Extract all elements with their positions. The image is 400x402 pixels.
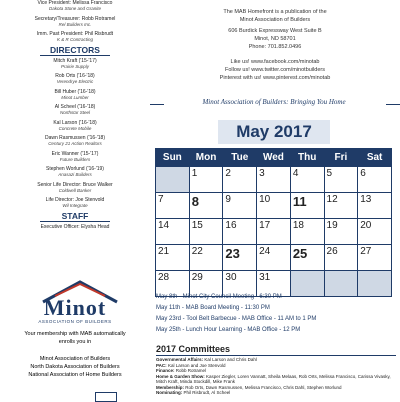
- calendar-day-cell: 9: [223, 193, 257, 219]
- banner-rule-right: [386, 104, 400, 105]
- senior-life-company: Coldwell Banker: [58, 187, 92, 193]
- banner: [150, 98, 400, 110]
- board-member: Vice President: Melissa Francisco: [37, 0, 113, 6]
- director: Rob Orts ('16-'18): [55, 73, 95, 79]
- staff-rule: [40, 221, 110, 222]
- twitter-link[interactable]: Follow us! www.twitter.com/minotbuilders: [225, 67, 325, 73]
- nahb-badge-icon: [95, 392, 117, 402]
- director-company: Future Builders: [59, 156, 91, 162]
- calendar-week: [156, 193, 392, 219]
- association-item: North Dakota Association of Builders: [30, 364, 120, 370]
- calendar-week: [156, 245, 392, 271]
- calendar-grid: [155, 148, 392, 297]
- calendar-day-cell: 12: [324, 193, 358, 219]
- calendar-day-cell: 27: [358, 245, 392, 271]
- director-company: Prairie Supply: [60, 63, 89, 69]
- calendar-day-cell: 20: [358, 219, 392, 245]
- calendar-day-cell: 13: [358, 193, 392, 219]
- board-member: Imm. Past President: Phil Risbrudt: [36, 31, 114, 37]
- logo-name: Minot: [43, 295, 107, 320]
- event-item: May 8th - Minot City Council Meeting - 6:30 PM: [156, 294, 282, 300]
- director: Kal Larson ('16-'18): [53, 119, 97, 126]
- event-item: May 23rd - Tool Belt Barbecue - MAB Office - 11 AM to 1 PM: [156, 316, 317, 322]
- director-company: Minot Lumber: [61, 94, 89, 100]
- director: Dawn Rasmussen ('16-'18): [45, 135, 105, 141]
- directors-rule: [40, 55, 110, 56]
- publication-line: Minot Association of Builders: [239, 17, 311, 23]
- event-item: May 25th - Lunch Hour Learning - MAB Office - 12 PM: [156, 327, 301, 333]
- staff-heading: STAFF: [61, 210, 89, 221]
- calendar-day-cell: 19: [324, 219, 358, 245]
- calendar-day-header: Wed: [257, 149, 291, 167]
- calendar-day-cell: 10: [257, 193, 291, 219]
- phone-line: Phone: 701.852.0496: [248, 44, 302, 50]
- calendar-day-cell: 25: [290, 245, 324, 271]
- director-company: Concrete Mobile: [58, 125, 92, 131]
- committees-rule: [156, 355, 396, 356]
- main-content: [150, 0, 400, 400]
- banner-rule-left: [150, 104, 164, 105]
- facebook-link[interactable]: Like us! www.facebook.com/minotab: [230, 59, 320, 65]
- calendar-day-cell: 11: [290, 193, 324, 219]
- calendar-day-cell: 22: [189, 245, 223, 271]
- life-director-company: Wil Integrate: [62, 203, 88, 208]
- executive-officer: Executive Officer: Elysha Head: [40, 223, 110, 230]
- committee-label: PAC:: [156, 362, 167, 368]
- calendar-day-cell: 30: [223, 271, 257, 297]
- calendar-day-header: Fri: [324, 149, 358, 167]
- calendar-week: [156, 219, 392, 245]
- director: Mitch Kraft ('15-'17): [53, 57, 97, 64]
- calendar-day-cell: 18: [290, 219, 324, 245]
- calendar-day-cell: 16: [223, 219, 257, 245]
- committee-label: Finance:: [156, 368, 175, 373]
- committee-label: Home & Garden Show:: [156, 373, 205, 379]
- banner-text: Minot Association of Builders: Bringing You Home: [202, 98, 346, 106]
- calendar-day-cell: 15: [189, 219, 223, 245]
- calendar-day-cell: 31: [257, 271, 291, 297]
- director: Al Scheel ('16-'18): [54, 104, 96, 110]
- calendar-day-header: Tue: [223, 149, 257, 167]
- calendar-day-cell: 7: [156, 193, 190, 219]
- director: Bill Huber ('16-'18): [54, 88, 96, 95]
- senior-life-director: Senior Life Director: Bruce Walker: [37, 181, 113, 188]
- board-member-company: Dakota Stone and Granite: [48, 6, 102, 11]
- calendar-day-cell: 2: [223, 167, 257, 193]
- calendar-week: [156, 167, 392, 193]
- committee-members: Rob Orts, Dawn Rasmussen, Melissa Francisco, Chris Dahl, Stephen Worlund: [185, 384, 342, 390]
- calendar-day-header: Mon: [189, 149, 223, 167]
- life-director: Life Director: Joe Stenvold: [45, 197, 105, 203]
- publication-info: [150, 0, 400, 51]
- calendar-day-cell: 8: [189, 193, 223, 219]
- event-item: May 11th - MAB Board Meeting - 11:30 PM: [156, 305, 270, 311]
- association-item: National Association of Home Builders: [28, 372, 122, 378]
- committee-label: Nominating:: [156, 390, 183, 395]
- address-line: 606 Burdick Expressway West Suite B: [228, 28, 322, 34]
- committees-list: [156, 357, 396, 396]
- director-company: Verendrye Electric: [56, 79, 94, 84]
- committee-members: Phil Risbrudt, Al Scheel: [183, 390, 231, 395]
- calendar-day-header: Thu: [290, 149, 324, 167]
- membership-text: Your membership with MAB automatically enrolls you in: [24, 331, 126, 345]
- calendar-day-cell: 14: [156, 219, 190, 245]
- directors-list: [0, 58, 150, 178]
- committee-item: [156, 390, 396, 396]
- committee-members: Kal Larson and Joe Stenvold: [167, 362, 226, 368]
- director: Eric Wanner ('15-'17): [51, 150, 99, 157]
- calendar-day-cell: 6: [358, 167, 392, 193]
- committee-label: Governmental Affairs:: [156, 357, 204, 362]
- pinterest-link[interactable]: Pinterest with us! www.pinterest.com/minotab: [219, 75, 331, 81]
- committee-members: Kal Larson and Chris Dahl: [204, 357, 257, 362]
- committees-heading: 2017 Committees: [156, 344, 231, 354]
- logo-subtitle: ASSOCIATION OF BUILDERS: [38, 319, 112, 324]
- calendar-day-cell: 4: [290, 167, 324, 193]
- address-line: Minot, ND 58701: [254, 36, 296, 42]
- calendar-day-header: Sun: [156, 149, 190, 167]
- calendar-day-cell: 1: [189, 167, 223, 193]
- board-member-company: K & R Contracting: [56, 37, 93, 42]
- board-member: Secretary/Treasurer: Robb Rotramel: [34, 15, 116, 22]
- board-member-company: Rel Builders Inc.: [58, 21, 92, 27]
- events-list: [156, 292, 396, 336]
- director-company: Northstar Steel: [59, 110, 90, 115]
- calendar-day-cell: 26: [324, 245, 358, 271]
- calendar-day-cell: 3: [257, 167, 291, 193]
- calendar-day-cell: 28: [156, 271, 190, 297]
- calendar-day-cell: 17: [257, 219, 291, 245]
- calendar-day-cell: 21: [156, 245, 190, 271]
- committee-members: Kasper Ziegler, Loren Vannatt, Sheila Melaas, Rob Orts, Melissa Francisco, Carissa Vivasky, Mitch Kraft, Minda Stockdill, Mike Frank: [156, 373, 391, 384]
- calendar-title: May 2017: [218, 120, 330, 144]
- social-links: [150, 58, 400, 82]
- association-item: Minot Association of Builders: [39, 356, 111, 362]
- calendar-day-cell: 5: [324, 167, 358, 193]
- calendar-day-cell: 23: [223, 245, 257, 271]
- calendar-day-cell: 29: [189, 271, 223, 297]
- calendar-day-cell: 24: [257, 245, 291, 271]
- director: Stephen Worlund ('16-'19): [46, 166, 104, 172]
- directors-heading: DIRECTORS: [50, 44, 100, 55]
- publication-line: The MAB Homefront is a publication of the: [223, 9, 327, 15]
- committee-members: Robb Rotramel: [175, 368, 207, 373]
- committee-item: [156, 374, 396, 385]
- calendar-day-header: Sat: [358, 149, 392, 167]
- director-company: Anasazi Builders: [58, 172, 92, 177]
- committee-label: Membership:: [156, 384, 185, 390]
- director-company: Century 21 Action Realtors: [48, 141, 102, 146]
- associations-list: [10, 355, 140, 379]
- calendar-day-cell: [156, 167, 190, 193]
- board-list: [0, 0, 150, 43]
